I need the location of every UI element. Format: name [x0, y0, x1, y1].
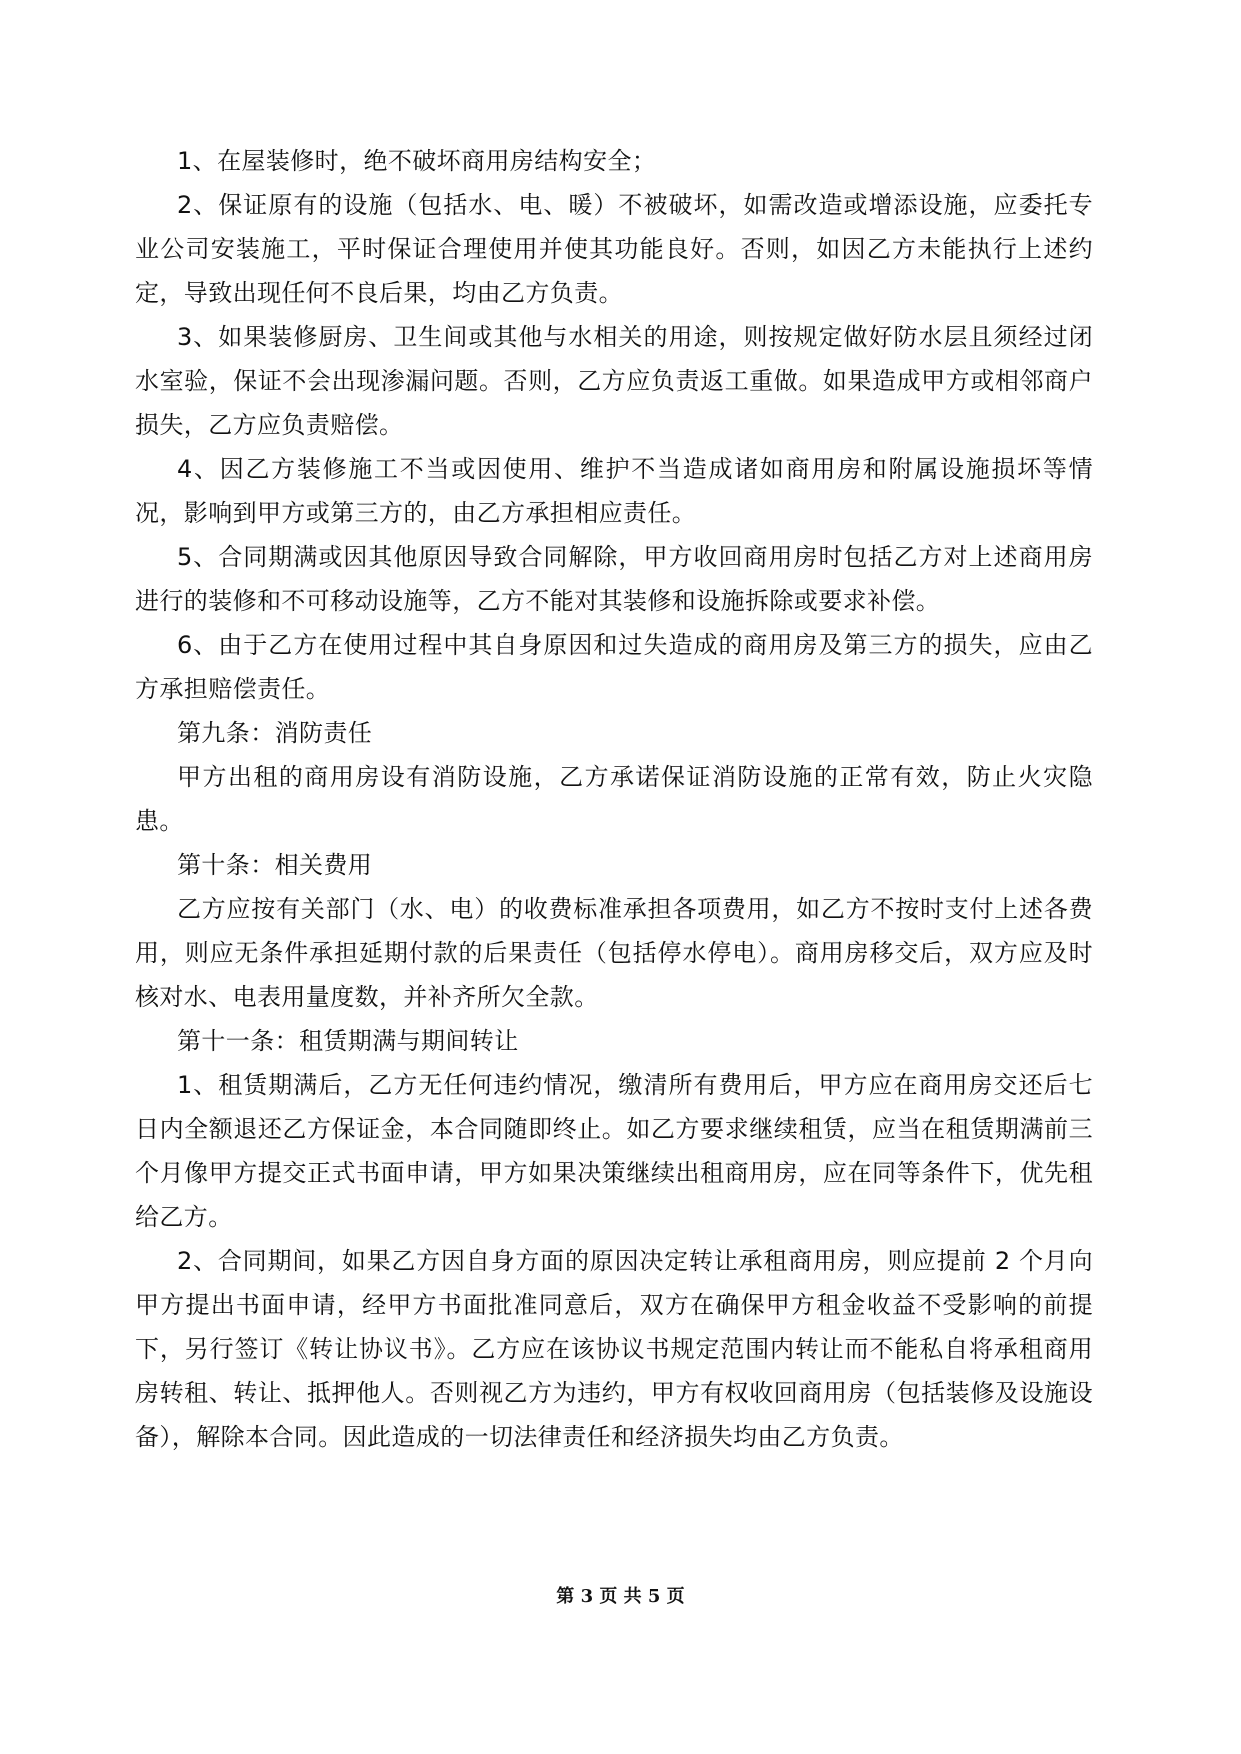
- article-9-heading: 第九条：消防责任: [177, 719, 373, 747]
- clause-decoration-item-5: 5、合同期满或因其他原因导致合同解除，甲方收回商用房时包括乙方对上述商用房进行的装修和不可移动设施等，乙方不能对其装修和设施拆除或要求补偿。: [135, 543, 1093, 615]
- article-11-item-2: 2、合同期间，如果乙方因自身方面的原因决定转让承租商用房，则应提前 2 个月向甲方提出书面申请，经甲方书面批准同意后，双方在确保甲方租金收益不受影响的前提下，另行签订《转让协议书》。乙方应在该协议书规定范围内转让而不能私自将承租商用房转租、转让、抵押他人。否则视乙方为违约，甲方有权收回商用房（包括装修及设施设备），解除本合同。因此造成的一切法律责任和经济损失均由乙方负责。: [135, 1247, 1093, 1451]
- article-9-body: 甲方出租的商用房设有消防设施，乙方承诺保证消防设施的正常有效，防止火灾隐患。: [135, 763, 1093, 835]
- clause-decoration-item-2: 2、保证原有的设施（包括水、电、暖）不被破坏，如需改造或增添设施，应委托专业公司安装施工，平时保证合理使用并使其功能良好。否则，如因乙方未能执行上述约定，导致出现任何不良后果，均由乙方负责。: [135, 191, 1093, 307]
- article-10-body: 乙方应按有关部门（水、电）的收费标准承担各项费用，如乙方不按时支付上述各费用，则应无条件承担延期付款的后果责任（包括停水停电）。商用房移交后，双方应及时核对水、电表用量度数，并补齐所欠全款。: [135, 895, 1093, 1011]
- document-body: [135, 139, 1093, 1459]
- article-10-heading: 第十条：相关费用: [177, 851, 373, 879]
- clause-decoration-item-1: 1、在屋装修时，绝不破坏商用房结构安全；: [177, 147, 657, 175]
- article-11-heading: 第十一条：租赁期满与期间转让: [177, 1027, 519, 1055]
- clause-decoration-item-6: 6、由于乙方在使用过程中其自身原因和过失造成的商用房及第三方的损失，应由乙方承担赔偿责任。: [135, 631, 1093, 703]
- page-number-footer: 第 3 页 共 5 页: [556, 1586, 685, 1607]
- article-11-item-1: 1、租赁期满后，乙方无任何违约情况，缴清所有费用后，甲方应在商用房交还后七日内全额退还乙方保证金，本合同随即终止。如乙方要求继续租赁，应当在租赁期满前三个月像甲方提交正式书面申请，甲方如果决策继续出租商用房，应在同等条件下，优先租给乙方。: [135, 1071, 1093, 1231]
- clause-decoration-item-4: 4、因乙方装修施工不当或因使用、维护不当造成诸如商用房和附属设施损坏等情况，影响到甲方或第三方的，由乙方承担相应责任。: [135, 455, 1093, 527]
- clause-decoration-item-3: 3、如果装修厨房、卫生间或其他与水相关的用途，则按规定做好防水层且须经过闭水室验，保证不会出现渗漏问题。否则，乙方应负责返工重做。如果造成甲方或相邻商户损失，乙方应负责赔偿。: [135, 323, 1093, 439]
